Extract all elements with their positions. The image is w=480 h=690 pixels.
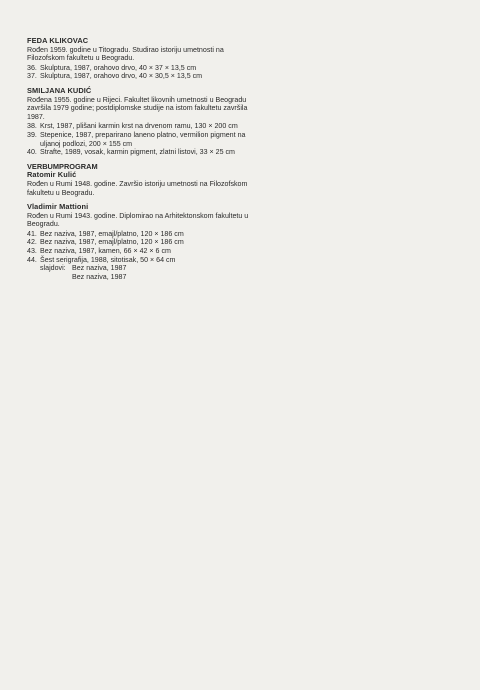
slides-block: [27, 264, 257, 281]
work-number: 40.: [27, 148, 37, 157]
work-description: Šest serigrafija, 1988, sitotisak, 50 × 64 cm: [40, 255, 176, 264]
work-description: Bez naziva, 1987, kamen, 66 × 42 × 6 cm: [40, 247, 171, 256]
artist-name: SMILJANA KUDIĆ: [27, 85, 92, 95]
work-number: 37.: [27, 72, 37, 81]
work-item: [27, 72, 257, 81]
work-number: 43.: [27, 247, 37, 256]
work-item: [27, 238, 257, 247]
artist-entry: [27, 87, 257, 157]
work-description: Bez naziva, 1987, emajl/platno, 120 × 186 cm: [40, 229, 184, 238]
slide-item: Bez naziva, 1987: [72, 264, 127, 273]
work-number: 42.: [27, 238, 37, 247]
work-item: [27, 64, 257, 73]
work-number: 44.: [27, 255, 37, 264]
work-item: [27, 256, 257, 265]
group-title: VERBUMPROGRAM: [27, 161, 98, 171]
member-bio: Rođen u Rumi 1948. godine. Završio istoriju umetnosti na Filozofskom fakultetu u Beogradu.: [27, 179, 248, 197]
member-entry: [27, 171, 257, 197]
work-number: 38.: [27, 122, 37, 131]
member-name: Ratomir Kulić: [27, 170, 77, 180]
work-item: [27, 247, 257, 256]
member-bio: Rođen u Rumi 1943. godine. Diplomirao na Arhitektonskom fakultetu u Beogradu.: [27, 211, 249, 229]
work-item: [27, 148, 257, 157]
work-description: Bez naziva, 1987, emajl/platno, 120 × 186 cm: [40, 238, 184, 247]
work-item: [27, 230, 257, 239]
group-entry: [27, 163, 257, 282]
works-list: [27, 64, 257, 81]
works-list: [27, 230, 257, 264]
artist-name: FEDA KLIKOVAC: [27, 36, 89, 45]
work-description: Stepenice, 1987, preparirano laneno platno, vermilion pigment na uljanoj podlozi, 200 × 155 cm: [40, 130, 246, 148]
work-number: 41.: [27, 229, 37, 238]
work-description: Strafte, 1989, vosak, karmin pigment, zlatni listovi, 33 × 25 cm: [40, 148, 235, 157]
slide-item: Bez naziva, 1987: [72, 272, 127, 281]
work-item: [27, 131, 257, 148]
artist-entry: [27, 37, 257, 81]
work-item: [27, 122, 257, 131]
member-name: Vladimir Mattioni: [27, 202, 89, 212]
catalog-column: [27, 37, 257, 287]
work-number: 39.: [27, 130, 37, 139]
artist-bio: Rođen 1959. godine u Titogradu. Studirao istoriju umetnosti na Filozofskom fakultetu u Beogradu.: [27, 45, 224, 63]
works-list: [27, 122, 257, 156]
work-description: Skulptura, 1987, orahovo drvo, 40 × 37 × 13,5 cm: [40, 63, 197, 72]
artist-bio: Rođena 1955. godine u Rijeci. Fakultet likovnih umetnosti u Beogradu završila 1979 godine; postdiplomske studije na istom fakultetu završila 1987.: [27, 95, 248, 121]
work-description: Krst, 1987, plišani karmin krst na drvenom ramu, 130 × 200 cm: [40, 122, 238, 131]
work-description: Skulptura, 1987, orahovo drvo, 40 × 30,5 × 13,5 cm: [40, 72, 203, 81]
work-number: 36.: [27, 63, 37, 72]
slides-label: slajdovi:: [40, 264, 66, 273]
member-entry: [27, 203, 257, 281]
